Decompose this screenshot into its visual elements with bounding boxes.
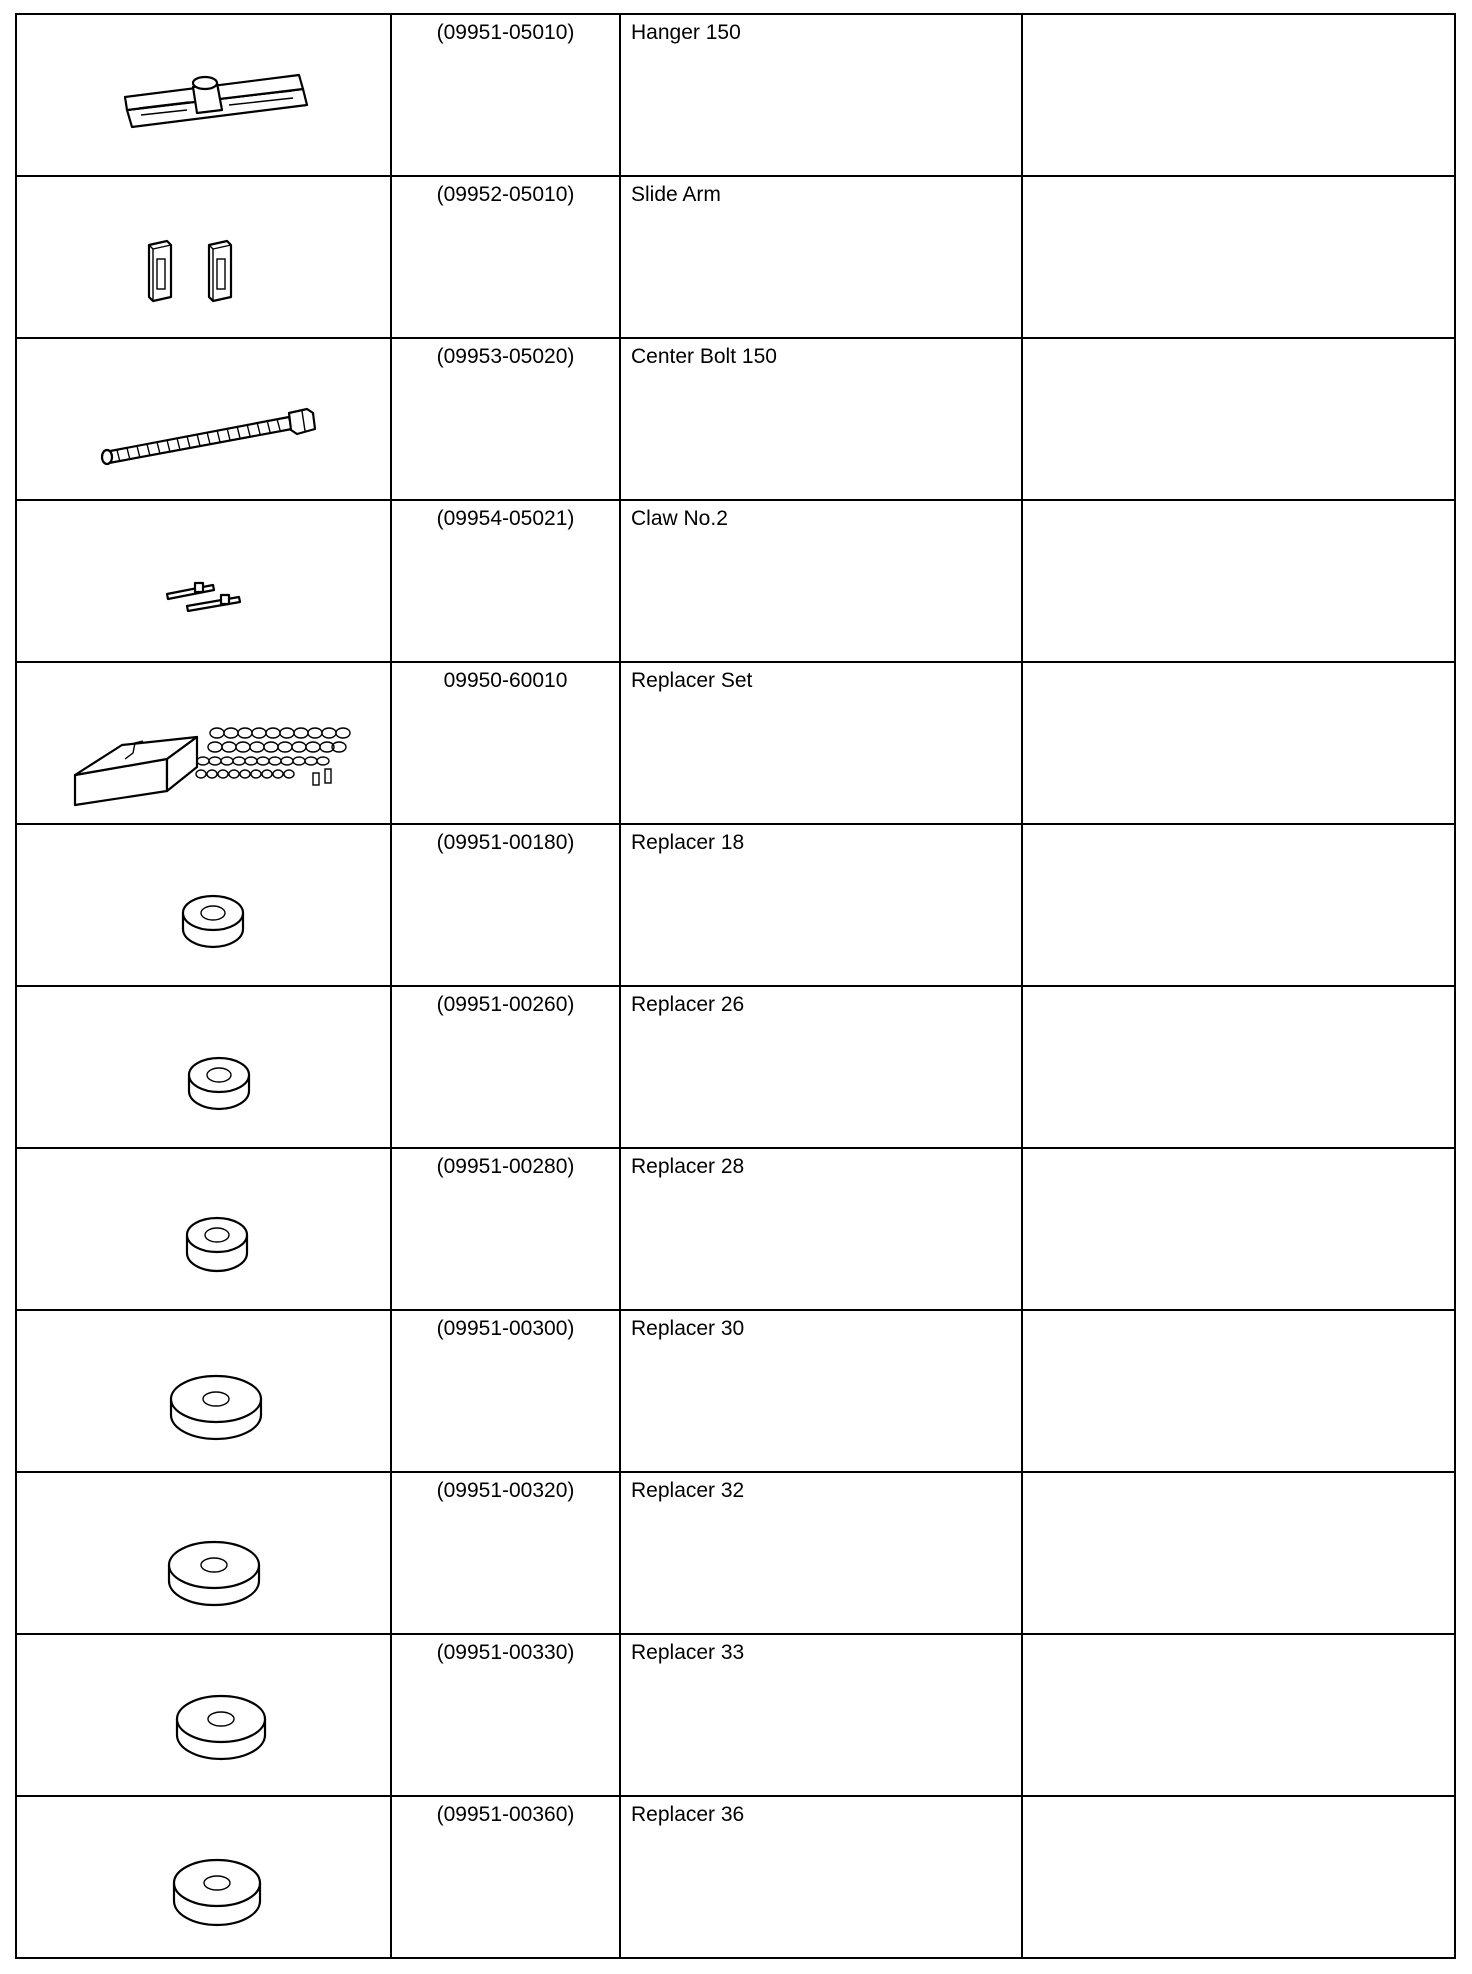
tool-illustration-cell	[16, 1796, 391, 1958]
table-row	[16, 824, 1455, 986]
table-row	[16, 1634, 1455, 1796]
tool-name: Replacer 30	[631, 1317, 745, 1340]
table-row	[16, 1148, 1455, 1310]
tool-name: Replacer 32	[631, 1479, 745, 1502]
part-number: (09951-00280)	[436, 1155, 575, 1178]
part-number: (09951-05010)	[436, 21, 575, 44]
table-row	[16, 1796, 1455, 1958]
part-number: (09953-05020)	[436, 345, 575, 368]
tool-name: Replacer 26	[631, 993, 745, 1016]
tool-name: Replacer 33	[631, 1641, 745, 1664]
slide-arm-icon	[17, 177, 390, 337]
tool-name: Replacer Set	[631, 669, 753, 692]
tool-name: Replacer 36	[631, 1803, 745, 1826]
table-row	[16, 338, 1455, 500]
part-number: (09951-00320)	[436, 1479, 575, 1502]
tool-name: Slide Arm	[631, 183, 721, 206]
tool-name: Center Bolt 150	[631, 345, 777, 368]
table-row	[16, 986, 1455, 1148]
tool-illustration-cell	[16, 1634, 391, 1796]
part-number: (09951-00300)	[436, 1317, 575, 1340]
tool-illustration-cell	[16, 986, 391, 1148]
tool-illustration-cell	[16, 500, 391, 662]
replacer-ring-icon	[17, 1635, 390, 1795]
table-row	[16, 500, 1455, 662]
part-number: (09952-05010)	[436, 183, 575, 206]
replacer-ring-icon	[17, 1797, 390, 1957]
tool-illustration-cell	[16, 1472, 391, 1634]
tool-name: Hanger 150	[631, 21, 741, 44]
tool-illustration-cell	[16, 824, 391, 986]
replacer-ring-icon	[17, 825, 390, 985]
hanger-icon	[17, 15, 390, 175]
tool-illustration-cell	[16, 338, 391, 500]
table-row	[16, 662, 1455, 824]
part-number: (09954-05021)	[436, 507, 575, 530]
tool-name: Replacer 18	[631, 831, 745, 854]
tool-name: Claw No.2	[631, 507, 728, 530]
replacer-ring-icon	[17, 1311, 390, 1471]
tool-illustration-cell	[16, 14, 391, 176]
replacer-ring-icon	[17, 1473, 390, 1633]
replacer-set-icon	[17, 663, 390, 823]
claw-icon	[17, 501, 390, 661]
table-row	[16, 176, 1455, 338]
part-number: (09951-00360)	[436, 1803, 575, 1826]
part-number: (09951-00330)	[436, 1641, 575, 1664]
table-row	[16, 1310, 1455, 1472]
part-number: (09951-00180)	[436, 831, 575, 854]
tool-illustration-cell	[16, 1148, 391, 1310]
part-number: 09950-60010	[443, 669, 568, 692]
tool-illustration-cell	[16, 662, 391, 824]
special-tools-table	[15, 13, 1456, 1959]
center-bolt-icon	[17, 339, 390, 499]
tool-illustration-cell	[16, 176, 391, 338]
replacer-ring-icon	[17, 1149, 390, 1309]
tool-illustration-cell	[16, 1310, 391, 1472]
part-number: (09951-00260)	[436, 993, 575, 1016]
replacer-ring-icon	[17, 987, 390, 1147]
table-row	[16, 14, 1455, 176]
table-row	[16, 1472, 1455, 1634]
tool-name: Replacer 28	[631, 1155, 745, 1178]
